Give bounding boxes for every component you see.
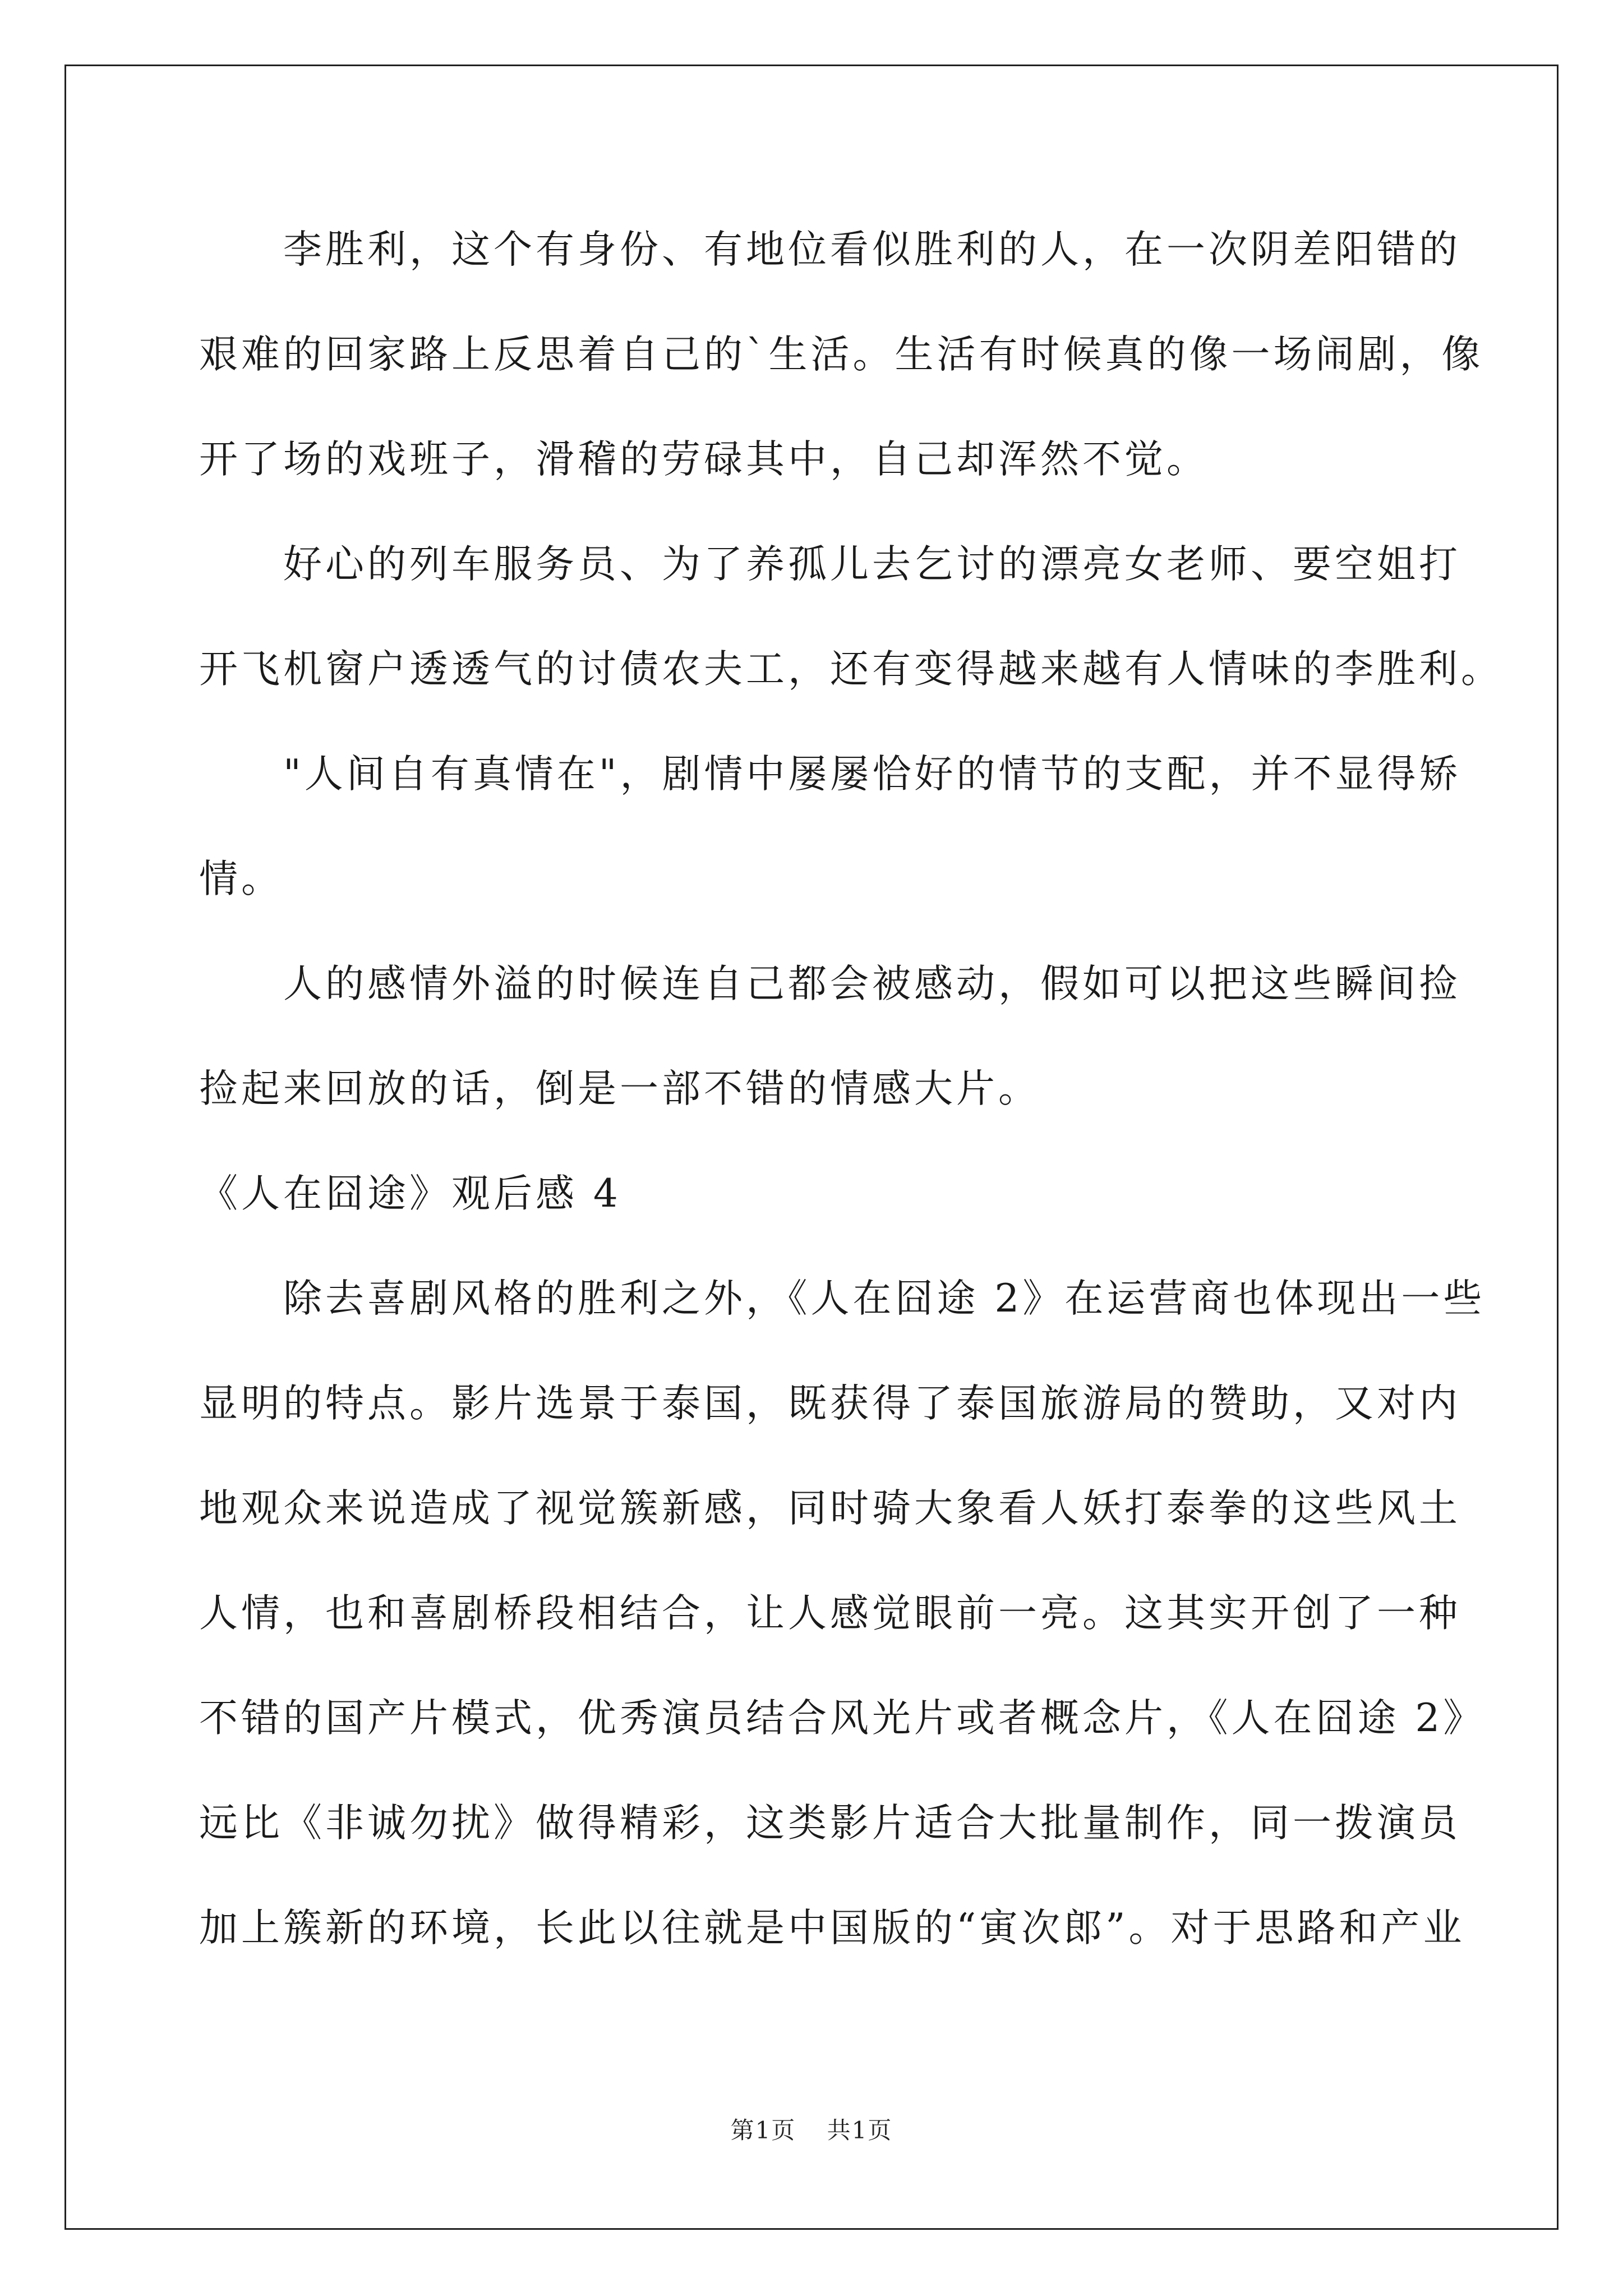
paragraph-line: 人的感情外溢的时候连自己都会被感动，假如可以把这些瞬间捡 xyxy=(283,961,1461,1006)
paragraph-line: 人情，也和喜剧桥段相结合，让人感觉眼前一亮。这其实开创了一种 xyxy=(199,1591,1461,1636)
paragraph-line: 开了场的戏班子，滑稽的劳碌其中，自己却浑然不觉。 xyxy=(199,437,1209,482)
paragraph-line: 李胜利，这个有身份、有地位看似胜利的人，在一次阴差阳错的 xyxy=(283,227,1461,272)
page-footer xyxy=(0,2112,1623,2146)
document-body xyxy=(199,222,1503,2005)
paragraph-line: 除去喜剧风格的胜利之外，《人在囧途 2》在运营商也体现出一些 xyxy=(283,1276,1486,1321)
paragraph-line: 不错的国产片模式，优秀演员结合风光片或者概念片，《人在囧途 2》 xyxy=(199,1696,1486,1741)
paragraph-line: 开飞机窗户透透气的讨债农夫工，还有变得越来越有人情味的李胜利。 xyxy=(199,647,1503,692)
paragraph-line: 艰难的回家路上反思着自己的`生活。生活有时候真的像一场闹剧，像 xyxy=(199,332,1484,377)
page-number: 第1页 xyxy=(730,2116,796,2144)
paragraph-line: 远比《非诚勿扰》做得精彩，这类影片适合大批量制作，同一拨演员 xyxy=(199,1801,1461,1846)
paragraph-line: 地观众来说造成了视觉簇新感，同时骑大象看人妖打泰拳的这些风土 xyxy=(199,1486,1461,1531)
paragraph-line: 加上簇新的环境，长此以往就是中国版的“寅次郎”。对于思路和产业 xyxy=(199,1906,1465,1950)
paragraph-line: 捡起来回放的话，倒是一部不错的情感大片。 xyxy=(199,1066,1040,1111)
page-total: 共1页 xyxy=(827,2116,893,2144)
paragraph-line: 显明的特点。影片选景于泰国，既获得了泰国旅游局的赞助，又对内 xyxy=(199,1381,1461,1426)
paragraph-line: "人间自有真情在"，剧情中屡屡恰好的情节的支配，并不显得矫 xyxy=(283,752,1461,797)
paragraph-line: 好心的列车服务员、为了养孤儿去乞讨的漂亮女老师、要空姐打 xyxy=(283,542,1461,587)
section-heading: 《人在囧途》观后感 4 xyxy=(199,1171,621,1216)
paragraph-line: 情。 xyxy=(199,857,283,901)
